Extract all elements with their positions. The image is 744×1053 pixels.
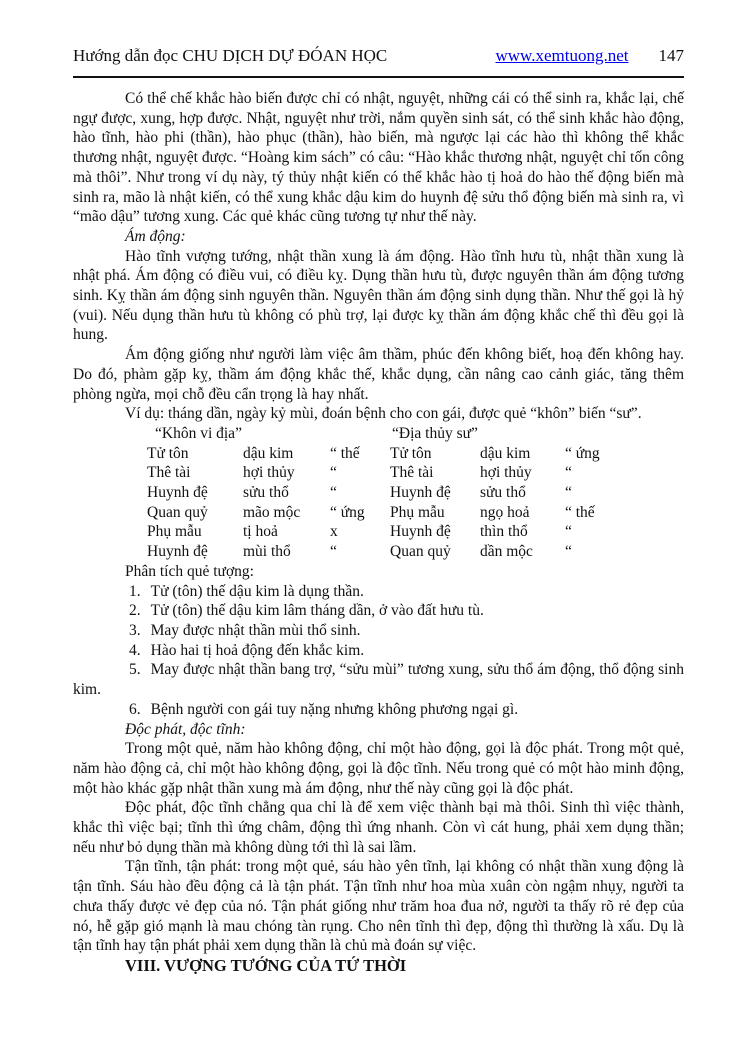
header-title: Hướng dẫn đọc CHU DỊCH DỰ ĐÓAN HỌC bbox=[73, 46, 388, 65]
hexagram-right-marker: “ ứng bbox=[565, 444, 600, 462]
hexagram-right-role: Quan quỷ bbox=[390, 543, 451, 561]
analysis-title: Phân tích quẻ tượng: bbox=[125, 562, 254, 580]
hexagram-right-role: Huynh đệ bbox=[390, 484, 451, 502]
hexagram-left-branch: sửu thổ bbox=[243, 484, 289, 502]
hexagram-left-marker: “ bbox=[330, 464, 337, 482]
section-heading-doc-phat: Độc phát, độc tĩnh: bbox=[125, 720, 246, 738]
list-number: 4. bbox=[129, 641, 141, 659]
hexagram-left-marker: “ ứng bbox=[330, 503, 365, 521]
hexagram-right-title: “Địa thủy sư” bbox=[392, 424, 478, 442]
section-heading-am-dong: Ám động: bbox=[125, 227, 186, 245]
hexagram-right-role: Tử tôn bbox=[390, 444, 432, 462]
list-text: Tử (tôn) thế dậu kim là dụng thần. bbox=[150, 582, 364, 600]
hexagram-left-role: Thê tài bbox=[147, 464, 191, 482]
list-number: 5. bbox=[129, 661, 141, 679]
list-number: 1. bbox=[129, 582, 141, 600]
page-body bbox=[73, 89, 684, 976]
hexagram-left-marker: x bbox=[330, 523, 338, 541]
hexagram-left-branch: dậu kim bbox=[243, 444, 294, 462]
analysis-item-6 bbox=[73, 700, 684, 720]
analysis-item-3 bbox=[73, 621, 684, 641]
list-text: Tử (tôn) thế dậu kim lâm tháng dần, ở vào đất hưu tù. bbox=[150, 602, 484, 620]
hexagram-right-marker: “ bbox=[565, 464, 572, 482]
paragraph-tan-tinh: Tận tĩnh, tận phát: trong một quẻ, sáu hào yên tĩnh, lại không có nhật thần xung động là tận tĩnh. Sáu hào đều động cả là tận phát. Tận tĩnh như hoa mùa xuân còn ngậm nhụy, người ta chưa thấy được vẻ đẹp của nó. Tận phát giống như trăm hoa đua nở, người ta thấy rõ rẻ đẹp của nó, hễ gặp gió mạnh là mau chóng tàn rụng. Cho nên tĩnh thì đẹp, động thì thường là xấu. Dụ là tận tĩnh hay tận phát phải xem dụng thần là chủ mà đoán sự việc. bbox=[73, 858, 684, 955]
hexagram-left-branch: mùi thổ bbox=[243, 543, 291, 561]
paragraph-doc-phat-2: Độc phát, độc tĩnh chẳng qua chỉ là để xem việc thành bại mà thôi. Sinh thì việc thành, khắc thì việc bại; tĩnh thì ứng châm, động thì ứng nhanh. Còn vì cát hung, phải xem dụng thần; nếu như bỏ dụng thần mà không dùng tới thì là sai lầm. bbox=[73, 799, 684, 856]
page-header bbox=[73, 46, 684, 66]
hexagram-left-role: Huynh đệ bbox=[147, 543, 208, 561]
analysis-item-4 bbox=[73, 641, 684, 661]
hexagram-left-title: “Khôn vi địa” bbox=[155, 424, 242, 442]
hexagram-left-marker: “ bbox=[330, 484, 337, 502]
hexagram-right-branch: sửu thổ bbox=[480, 484, 526, 502]
analysis-item-1 bbox=[73, 582, 684, 602]
hexagram-right-branch: ngọ hoả bbox=[480, 503, 530, 521]
hexagram-left-role: Phụ mẫu bbox=[147, 523, 202, 541]
list-number: 3. bbox=[129, 621, 141, 639]
page-number: 147 bbox=[658, 46, 684, 65]
hexagram-right-marker: “ thế bbox=[565, 503, 595, 521]
list-number: 6. bbox=[129, 700, 141, 718]
hexagram-right-role: Huynh đệ bbox=[390, 523, 451, 541]
paragraph-am-dong-2: Ám động giống như người làm việc âm thầm, phúc đến không biết, hoạ đến không hay. Do đó, phàm gặp kỵ, thầm ám động khắc thế, khắc dụng, cần nâng cao cảnh giác, tăng thêm phòng ngừa, mọi chỗ đều cẩn trọng là hay nhất. bbox=[73, 346, 684, 403]
hexagram-right-role: Thê tài bbox=[390, 464, 434, 482]
header-divider bbox=[73, 76, 684, 78]
hexagram-left-marker: “ bbox=[330, 543, 337, 561]
analysis-item-2 bbox=[73, 601, 684, 621]
hexagram-right-branch: dậu kim bbox=[480, 444, 531, 462]
hexagram-left-role: Quan quỷ bbox=[147, 503, 208, 521]
list-number: 2. bbox=[129, 602, 141, 620]
paragraph-che-khac: Có thể chế khắc hào biến được chỉ có nhật, nguyệt, những cái có thể sinh ra, khắc lại, chế ngự được, xung, hợp được. Nhật, nguyệt như trời, nắm quyền sinh sát, có thể sinh khắc hào động, hào tĩnh, hào phi (thần), hào phục (thần), hào biến, mà ngược lại các hào thì không thể khắc thương nhật, nguyệt được. “Hoàng kim sách” có câu: “Hào khắc thương nhật, nguyệt chỉ tốn công mà thôi”. Như trong ví dụ này, tý thủy nhật kiến có thể khắc hào tị hoả do hào thế động biến mà sinh ra, mão là nhật kiến, có thể xung khắc dậu kim do huynh đệ sửu thổ động biến mà sinh ra, vì “mão dậu” tương xung. Các quẻ khác cũng tương tự như thế này. bbox=[73, 90, 684, 226]
hexagram-table bbox=[147, 424, 684, 562]
hexagram-right-marker: “ bbox=[565, 543, 572, 561]
hexagram-right-role: Phụ mẫu bbox=[390, 503, 445, 521]
section-heading-viii: VIII. VƯỢNG TƯỚNG CỦA TỨ THỜI bbox=[125, 955, 407, 975]
hexagram-left-role: Tử tôn bbox=[147, 444, 189, 462]
list-text: May được nhật thần bang trợ, “sửu mùi” tương xung, sửu thổ ám động, thổ động sinh kim. bbox=[73, 661, 684, 699]
hexagram-right-marker: “ bbox=[565, 523, 572, 541]
analysis-item-5 bbox=[73, 660, 684, 699]
hexagram-right-marker: “ bbox=[565, 484, 572, 502]
hexagram-left-branch: mão mộc bbox=[243, 503, 301, 521]
paragraph-doc-phat-1: Trong một quẻ, năm hào không động, chỉ một hào động, gọi là độc phát. Trong một quẻ, năm hào động cả, chỉ một hào không động, gọi là độc tĩnh. Nếu trong quẻ có một hào minh động, một hào khác gặp nhật thần xung mà ám động, như thế này cũng gọi là độc phát. bbox=[73, 740, 684, 797]
hexagram-left-marker: “ thế bbox=[330, 444, 360, 462]
hexagram-left-branch: hợi thủy bbox=[243, 464, 295, 482]
hexagram-right-branch: dần mộc bbox=[480, 543, 533, 561]
list-text: Bệnh người con gái tuy nặng nhưng không phương ngại gì. bbox=[150, 700, 519, 718]
hexagram-right-branch: hợi thủy bbox=[480, 464, 532, 482]
list-text: May được nhật thần mùi thổ sinh. bbox=[150, 621, 361, 639]
paragraph-am-dong-1: Hào tĩnh vượng tướng, nhật thần xung là ám động. Hào tĩnh hưu tù, nhật thần xung là nhật phá. Ám động có điều vui, có điều kỵ. Dụng thần hưu tù, được nguyên thần ám động tương sinh. Kỵ thần ám động sinh nguyên thần. Nguyên thần ám động sinh dụng thần. Như thế gọi là hỷ (vui). Nếu dụng thần hưu tù không có phù trợ, lại được kỵ thần ám động khắc chế thì đều gọi là hung. bbox=[73, 247, 684, 344]
list-text: Hào hai tị hoả động đến khắc kim. bbox=[150, 641, 365, 659]
header-website-link[interactable]: www.xemtuong.net bbox=[495, 46, 629, 65]
hexagram-right-branch: thìn thổ bbox=[480, 523, 528, 541]
paragraph-vi-du: Ví dụ: tháng dần, ngày kỷ mùi, đoán bệnh cho con gái, được quẻ “khôn” biến “sư”. bbox=[125, 405, 642, 423]
hexagram-left-branch: tị hoả bbox=[243, 523, 278, 541]
hexagram-left-role: Huynh đệ bbox=[147, 484, 208, 502]
